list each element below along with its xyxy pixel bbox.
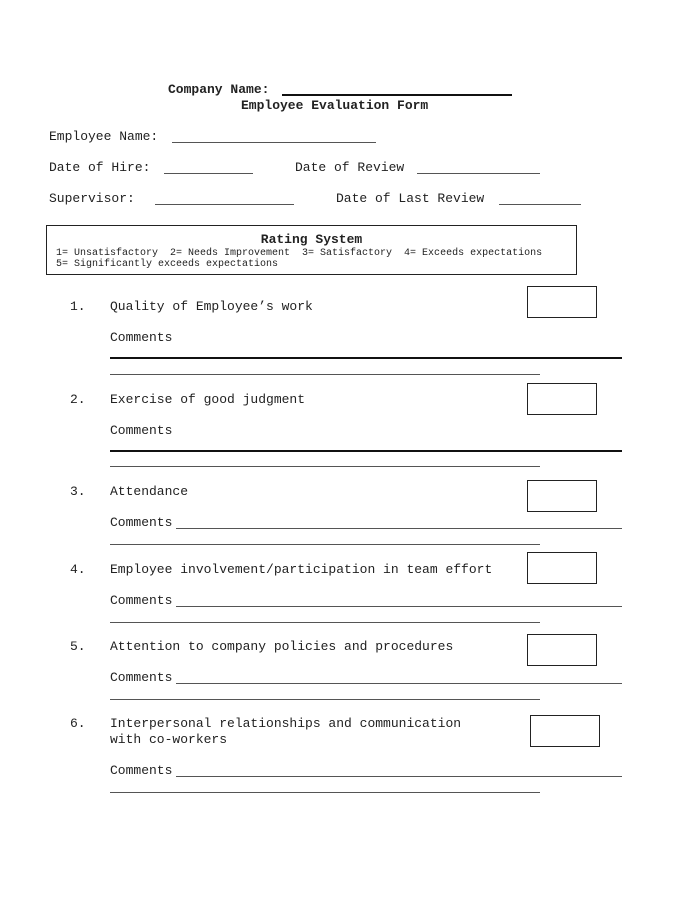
comments-label: Comments [110,670,173,685]
comment-line[interactable] [110,450,622,452]
item-label: Attendance [110,484,189,499]
rating-box[interactable] [527,383,597,415]
employee-name-label: Employee Name: [49,129,159,144]
comment-line[interactable] [176,528,622,529]
comments-label: Comments [110,330,173,345]
rating-scale-line1: 1= Unsatisfactory 2= Needs Improvement 3= Satisfactory 4= Exceeds expectations [56,248,543,259]
comment-line[interactable] [176,776,622,777]
comment-line[interactable] [110,374,540,375]
rating-box[interactable] [527,286,597,318]
date-of-last-review-field[interactable] [499,204,581,205]
item-label: Quality of Employee’s work [110,299,313,314]
item-number: 3. [70,484,86,499]
rating-system-title: Rating System [260,232,363,247]
item-number: 6. [70,716,86,731]
item-number: 1. [70,299,86,314]
comment-line[interactable] [176,683,622,684]
rating-box[interactable] [530,715,600,747]
comment-line[interactable] [110,699,540,700]
date-of-last-review-label: Date of Last Review [336,191,485,206]
item-label: Interpersonal relationships and communication [110,716,462,731]
comments-label: Comments [110,763,173,778]
item-label: Employee involvement/participation in team effort [110,562,493,577]
rating-scale-line2: 5= Significantly exceeds expectations [56,259,279,270]
item-number: 5. [70,639,86,654]
employee-name-field[interactable] [172,142,376,143]
rating-box[interactable] [527,480,597,512]
rating-system-scale [56,248,542,270]
date-of-hire-label: Date of Hire: [49,160,151,175]
rating-box[interactable] [527,552,597,584]
rating-box[interactable] [527,634,597,666]
date-of-hire-field[interactable] [164,173,253,174]
item-number: 2. [70,392,86,407]
rating-system-box [46,225,577,275]
item-label: Attention to company policies and procedures [110,639,454,654]
comments-label: Comments [110,593,173,608]
date-of-review-label: Date of Review [295,160,405,175]
comments-label: Comments [110,515,173,530]
supervisor-label: Supervisor: [49,191,135,206]
item-number: 4. [70,562,86,577]
company-name-field[interactable] [282,94,512,96]
comment-line[interactable] [110,357,622,359]
form-title: Employee Evaluation Form [241,98,429,113]
comment-line[interactable] [110,544,540,545]
comment-line[interactable] [110,622,540,623]
comment-line[interactable] [110,792,540,793]
comment-line[interactable] [176,606,622,607]
item-label-continued: with co-workers [110,732,228,747]
supervisor-field[interactable] [155,204,294,205]
comments-label: Comments [110,423,173,438]
company-name-label: Company Name: [168,82,270,97]
comment-line[interactable] [110,466,540,467]
item-label: Exercise of good judgment [110,392,306,407]
date-of-review-field[interactable] [417,173,540,174]
